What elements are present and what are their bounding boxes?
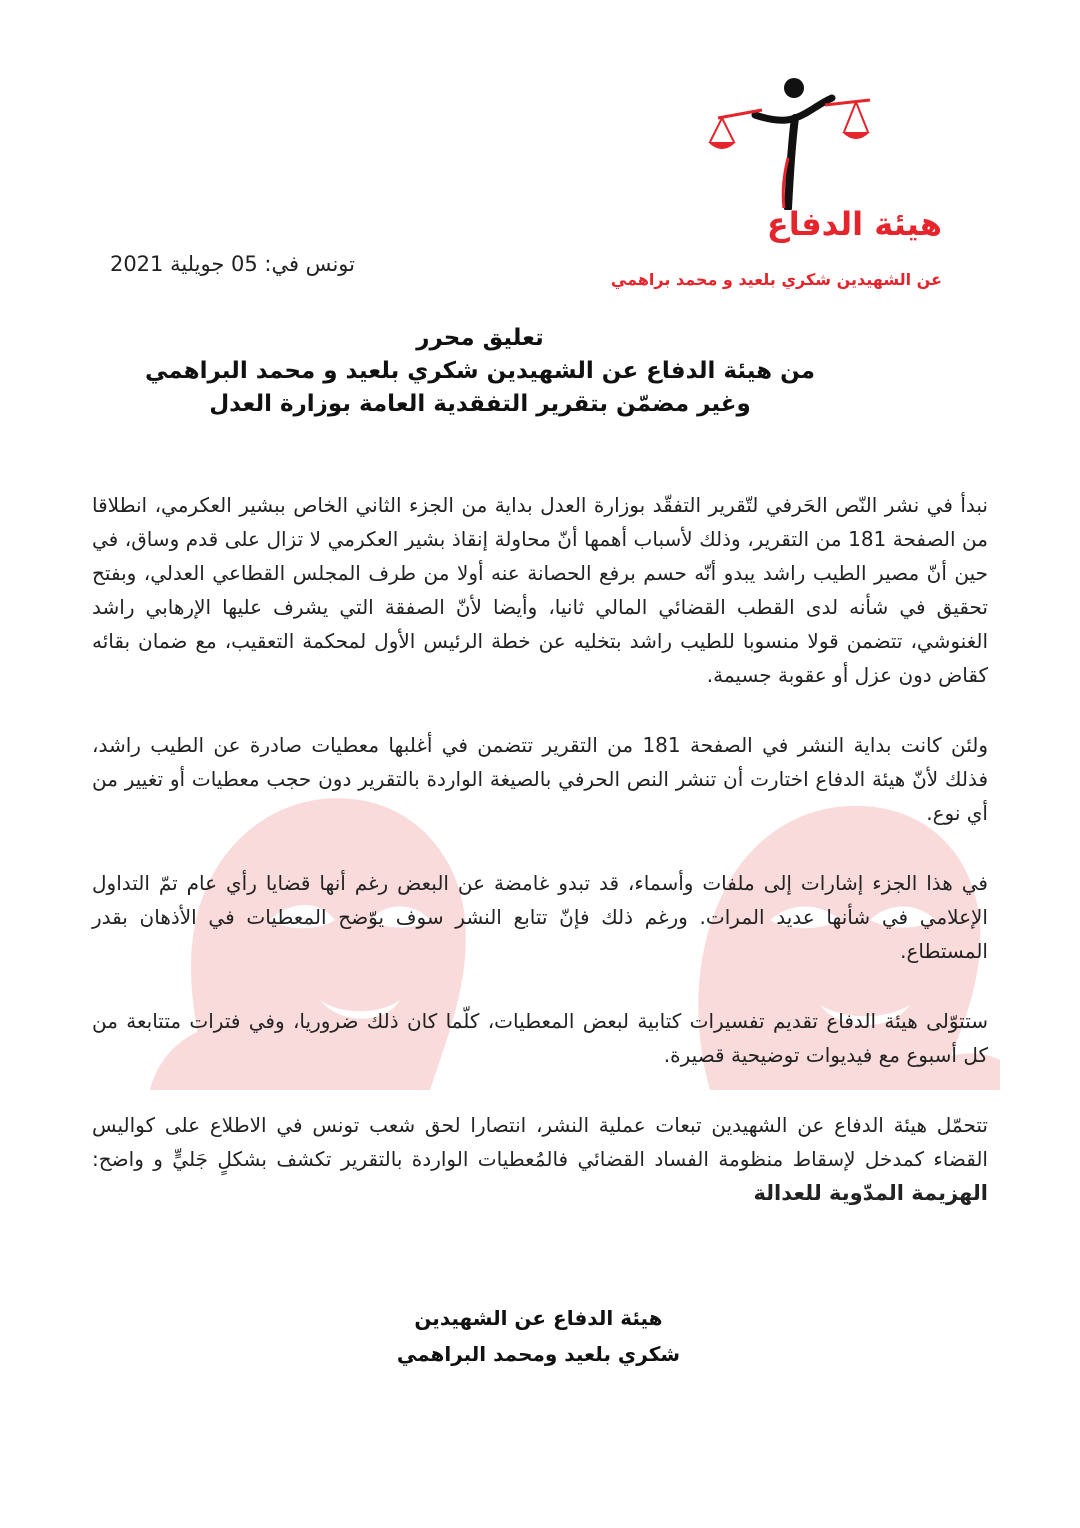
organization-logo: [610, 70, 960, 289]
logo-title: هيئة الدفاع: [766, 205, 942, 243]
paragraph-5-text: تتحمّل هيئة الدفاع عن الشهيدين تبعات عملية النشر، انتصارا لحق شعب تونس في الاطلاع على كواليس القضاء كمدخل لإسقاط منظومة الفساد القضائي فالمُعطيات الواردة بالتقرير تكشف بشكلٍ جَليٍّ و واضح:: [92, 1113, 988, 1171]
logo-subtitle: عن الشهيدين شكري بلعيد و محمد براهمي: [610, 270, 942, 289]
signature-line-1: هيئة الدفاع عن الشهيدين: [414, 1306, 663, 1330]
signature-block: [397, 1300, 680, 1372]
title-line-2: من هيئة الدفاع عن الشهيدين شكري بلعيد و محمد البراهمي: [144, 358, 816, 384]
paragraph-2: ولئن كانت بداية النشر في الصفحة 181 من التقرير تتضمن في أغلبها معطيات صادرة عن الطيب راشد، فذلك لأنّ هيئة الدفاع اختارت أن تنشر النص الحرفي بالصيغة الواردة بالتقرير دون حجب معطيات أو تغيير من أي نوع.: [92, 733, 988, 825]
paragraph-1: نبدأ في نشر النّص الحَرفي لتّقرير التفقّد بوزارة العدل بداية من الجزء الثاني الخاص ببشير العكرمي، انطلاقا من الصفحة 181 من التقرير، وذلك لأسباب أهمها أنّ محاولة إنقاذ بشير العكرمي لا تزال على قدم وساق، في حين أنّ مصير الطيب راشد يبدو أنّه حسم برفع الحصانة عنه أولا من طرف المجلس القطاعي العدلي، وبفتح تحقيق في شأنه لدى القطب القضائي المالي ثانيا، وأيضا لأنّ الصفقة التي يشرف عليها الإرهابي راشد الغنوشي، تتضمن قولا منسوبا للطيب راشد بتخليه عن خطة الرئيس الأول لمحكمة التعقيب، مع ضمان بقائه كقاض دون عزل أو عقوبة جسيمة.: [92, 493, 988, 687]
document-body: [92, 488, 988, 1246]
paragraph-4: ستتوّلى هيئة الدفاع تقديم تفسيرات كتابية لبعض المعطيات، كلّما كان ذلك ضروريا، وفي فترات متتابعة من كل أسبوع مع فيديوات توضيحية قصيرة.: [92, 1009, 988, 1067]
document-date: تونس في: 05 جويلية 2021: [109, 252, 355, 276]
scales-of-justice-figure-icon: [700, 70, 960, 210]
signature-line-2: شكري بلعيد ومحمد البراهمي: [396, 1342, 680, 1366]
title-line-1: تعليق محرر: [416, 325, 544, 351]
paragraph-3: في هذا الجزء إشارات إلى ملفات وأسماء، قد تبدو غامضة عن البعض رغم أنها قضايا رأي عام تمّ التداول الإعلامي في شأنها عديد المرات. ورغم ذلك فإنّ تتابع النشر سوف يوّضح المعطيات في الأذهان بقدر المستطاع.: [92, 871, 988, 963]
document-title: [0, 322, 1080, 421]
title-line-3: وغير مضمّن بتقرير التفقدية العامة بوزارة العدل: [209, 391, 751, 417]
conclusion-emphasis: الهزيمة المدّوية للعدالة: [753, 1181, 988, 1205]
paragraph-5: [92, 1108, 988, 1210]
